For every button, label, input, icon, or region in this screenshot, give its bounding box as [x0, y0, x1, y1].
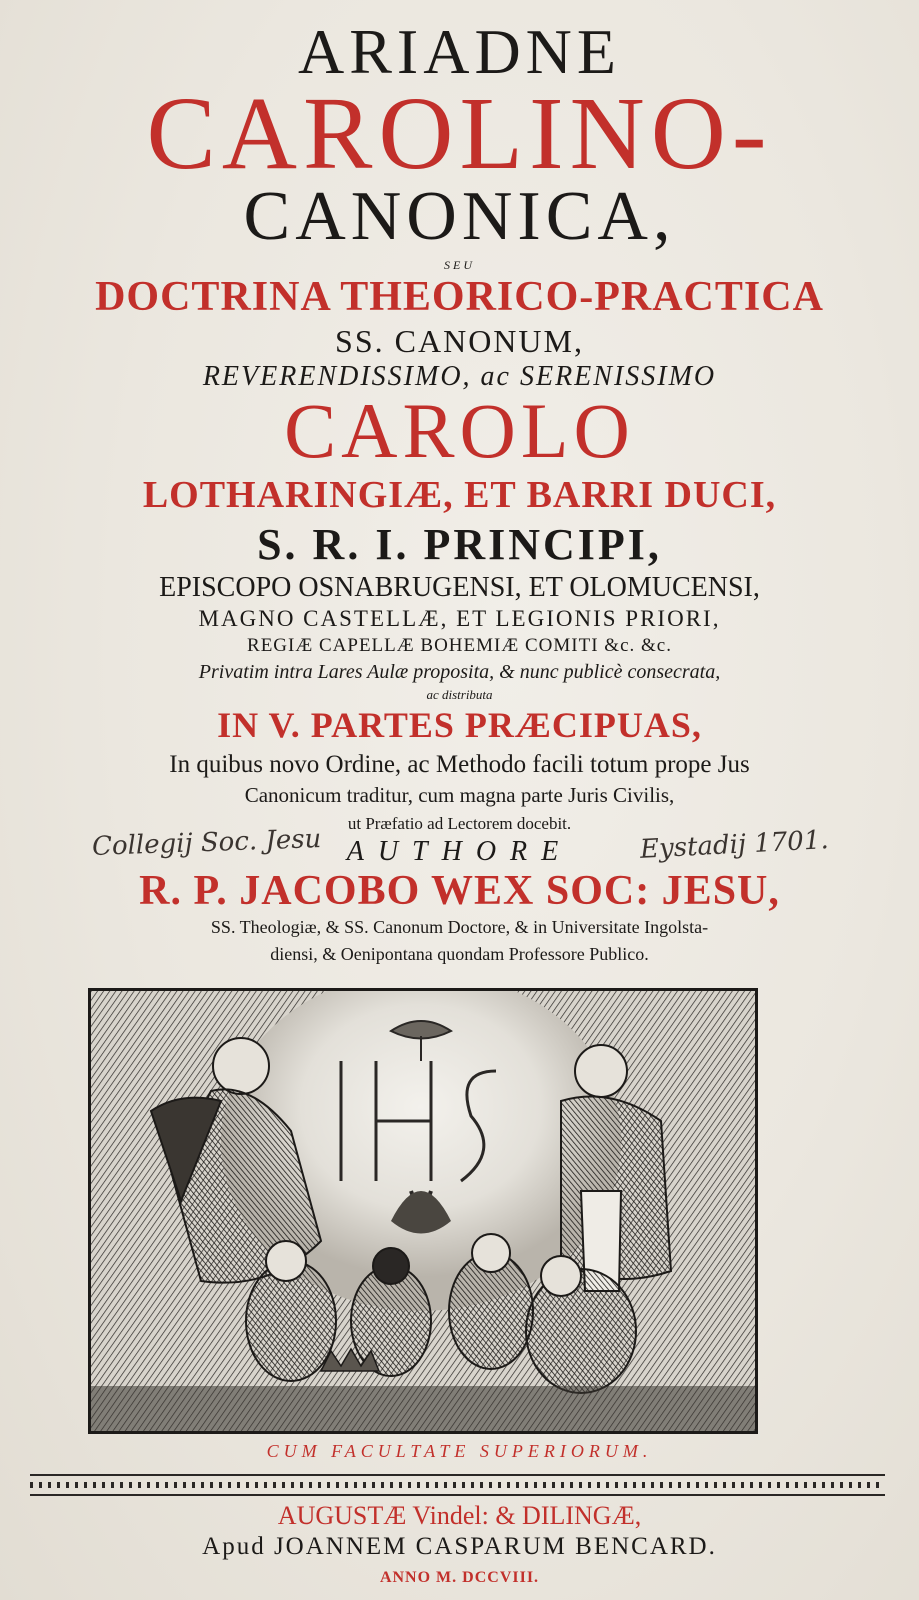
cum-facultate: CUM FACULTATE SUPERIORUM. [266, 1441, 653, 1461]
title-line-canonicum: Canonicum traditur, cum magna parte Juris Civilis, [244, 783, 675, 807]
title-line-canonica: CANONICA, [243, 178, 676, 255]
title-line-sri-principi: S. R. I. PRINCIPI, [257, 520, 662, 569]
author-name: R. P. JACOBO WEX SOC: JESU, [139, 868, 780, 914]
title-line-distributa: ac distributa [426, 687, 493, 702]
title-line-magno: MAGNO CASTELLÆ, ET LEGIONIS PRIORI, [198, 606, 721, 631]
handwritten-note-right: Eystadij 1701. [639, 825, 830, 865]
title-line-carolino: CAROLINO- [146, 76, 773, 191]
imprint-place: AUGUSTÆ Vindel: & DILINGÆ, [277, 1501, 642, 1530]
title-line-carolo: CAROLO [284, 387, 635, 474]
ornamental-divider [30, 1474, 885, 1496]
title-line-episcopo: EPISCOPO OSNABRUGENSI, ET OLOMUCENSI, [159, 572, 760, 603]
title-line-partes: IN V. PARTES PRÆCIPUAS, [217, 705, 702, 745]
author-description-2: diensi, & Oenipontana quondam Professore Publico. [270, 944, 649, 964]
title-line-in-quibus: In quibus novo Ordine, ac Methodo facili totum prope Jus [169, 751, 750, 778]
crown-icon [321, 1349, 379, 1371]
author-description-1: SS. Theologiæ, & SS. Canonum Doctore, & in Universitate Ingolsta- [210, 917, 709, 937]
title-line-reverendissimo: REVERENDISSIMO, ac SERENISSIMO [202, 361, 717, 392]
title-line-ss-canonum: SS. CANONUM, [335, 323, 584, 359]
title-line-lotharingiae: LOTHARINGIÆ, ET BARRI DUCI, [142, 474, 777, 516]
title-line-praefatio: ut Præfatio ad Lectorem docebit. [347, 814, 572, 833]
imprint-printer: Apud JOANNEM CASPARUM BENCARD. [202, 1533, 717, 1560]
title-line-doctrina: DOCTRINA THEORICO-PRACTICA [95, 274, 824, 320]
title-line-ariadne: ARIADNE [298, 16, 621, 87]
seu-word: SEU [444, 258, 475, 272]
imprint-year: ANNO M. DCCVIII. [379, 1569, 540, 1586]
title-line-privatim: Privatim intra Lares Aulæ proposita, & nunc publicè consecrata, [198, 661, 721, 683]
title-line-regiae: REGIÆ CAPELLÆ BOHEMIÆ COMITI &c. &c. [247, 635, 672, 656]
engraving-illustration [88, 988, 758, 1434]
engraving-drawing [91, 991, 755, 1431]
authore-label: AUTHORE [346, 836, 573, 867]
handwritten-note-left: Collegij Soc. Jesu [91, 824, 322, 862]
